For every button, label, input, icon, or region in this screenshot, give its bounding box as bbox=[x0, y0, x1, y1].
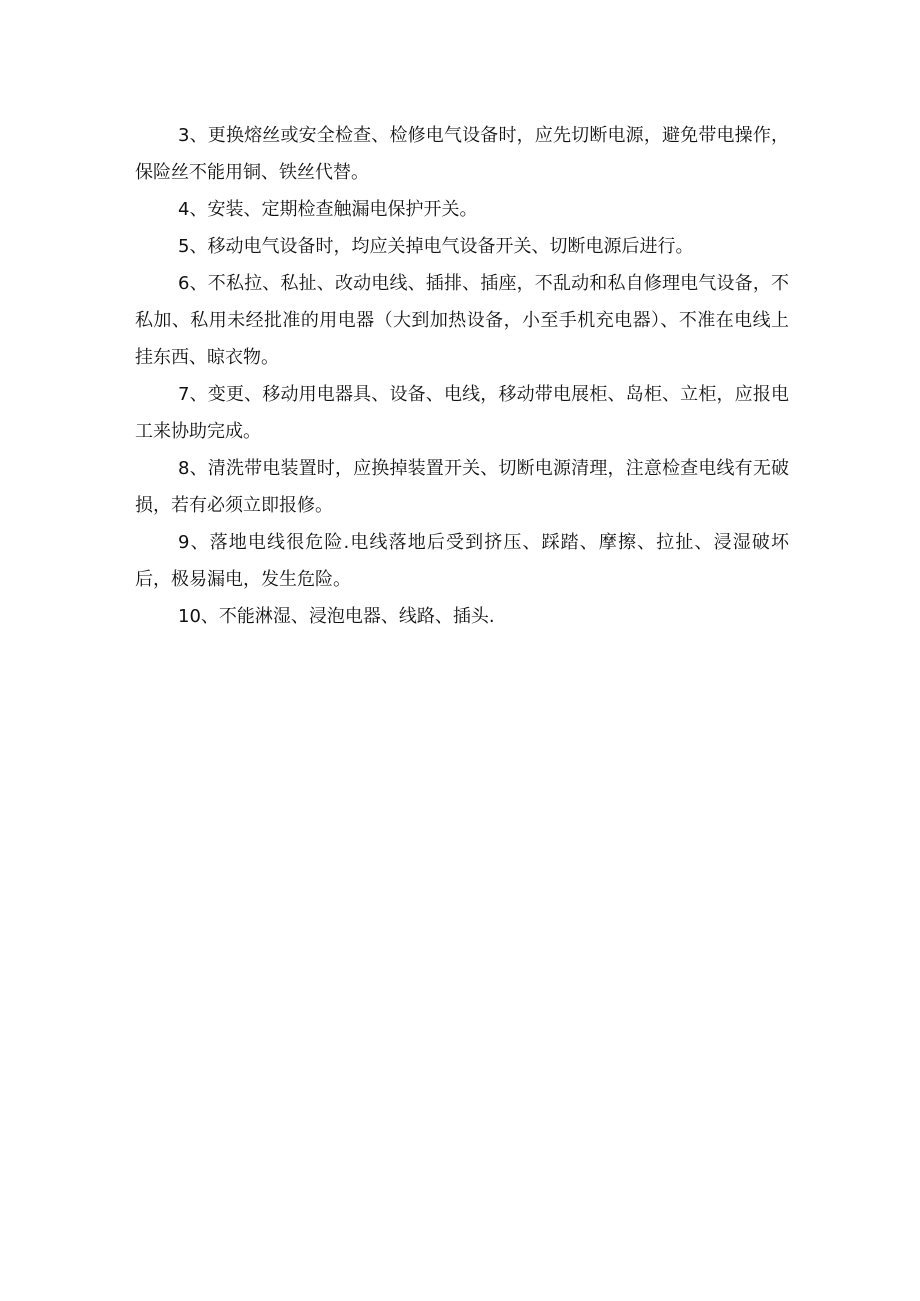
safety-rules-list bbox=[135, 117, 789, 635]
rule-item-4: 4、安装、定期检查触漏电保护开关。 bbox=[178, 199, 478, 220]
rule-item-9: 9、落地电线很危险.电线落地后受到挤压、踩踏、摩擦、拉扯、浸湿破坏后，极易漏电，发生危险。 bbox=[135, 532, 789, 590]
rule-item-5: 5、移动电气设备时，均应关掉电气设备开关、切断电源后进行。 bbox=[178, 236, 694, 257]
rule-item-7: 7、变更、移动用电器具、设备、电线，移动带电展柜、岛柜、立柜，应报电工来协助完成。 bbox=[135, 384, 789, 442]
rule-item-8: 8、清洗带电装置时，应换掉装置开关、切断电源清理，注意检查电线有无破损，若有必须立即报修。 bbox=[135, 458, 789, 516]
rule-item-10: 10、不能淋湿、浸泡电器、线路、插头. bbox=[178, 606, 495, 627]
rule-item-6: 6、不私拉、私扯、改动电线、插排、插座，不乱动和私自修理电气设备，不私加、私用未经批准的用电器（大到加热设备，小至手机充电器）、不准在电线上挂东西、晾衣物。 bbox=[135, 273, 789, 368]
rule-item-3: 3、更换熔丝或安全检查、检修电气设备时，应先切断电源，避免带电操作，保险丝不能用铜、铁丝代替。 bbox=[135, 125, 789, 183]
